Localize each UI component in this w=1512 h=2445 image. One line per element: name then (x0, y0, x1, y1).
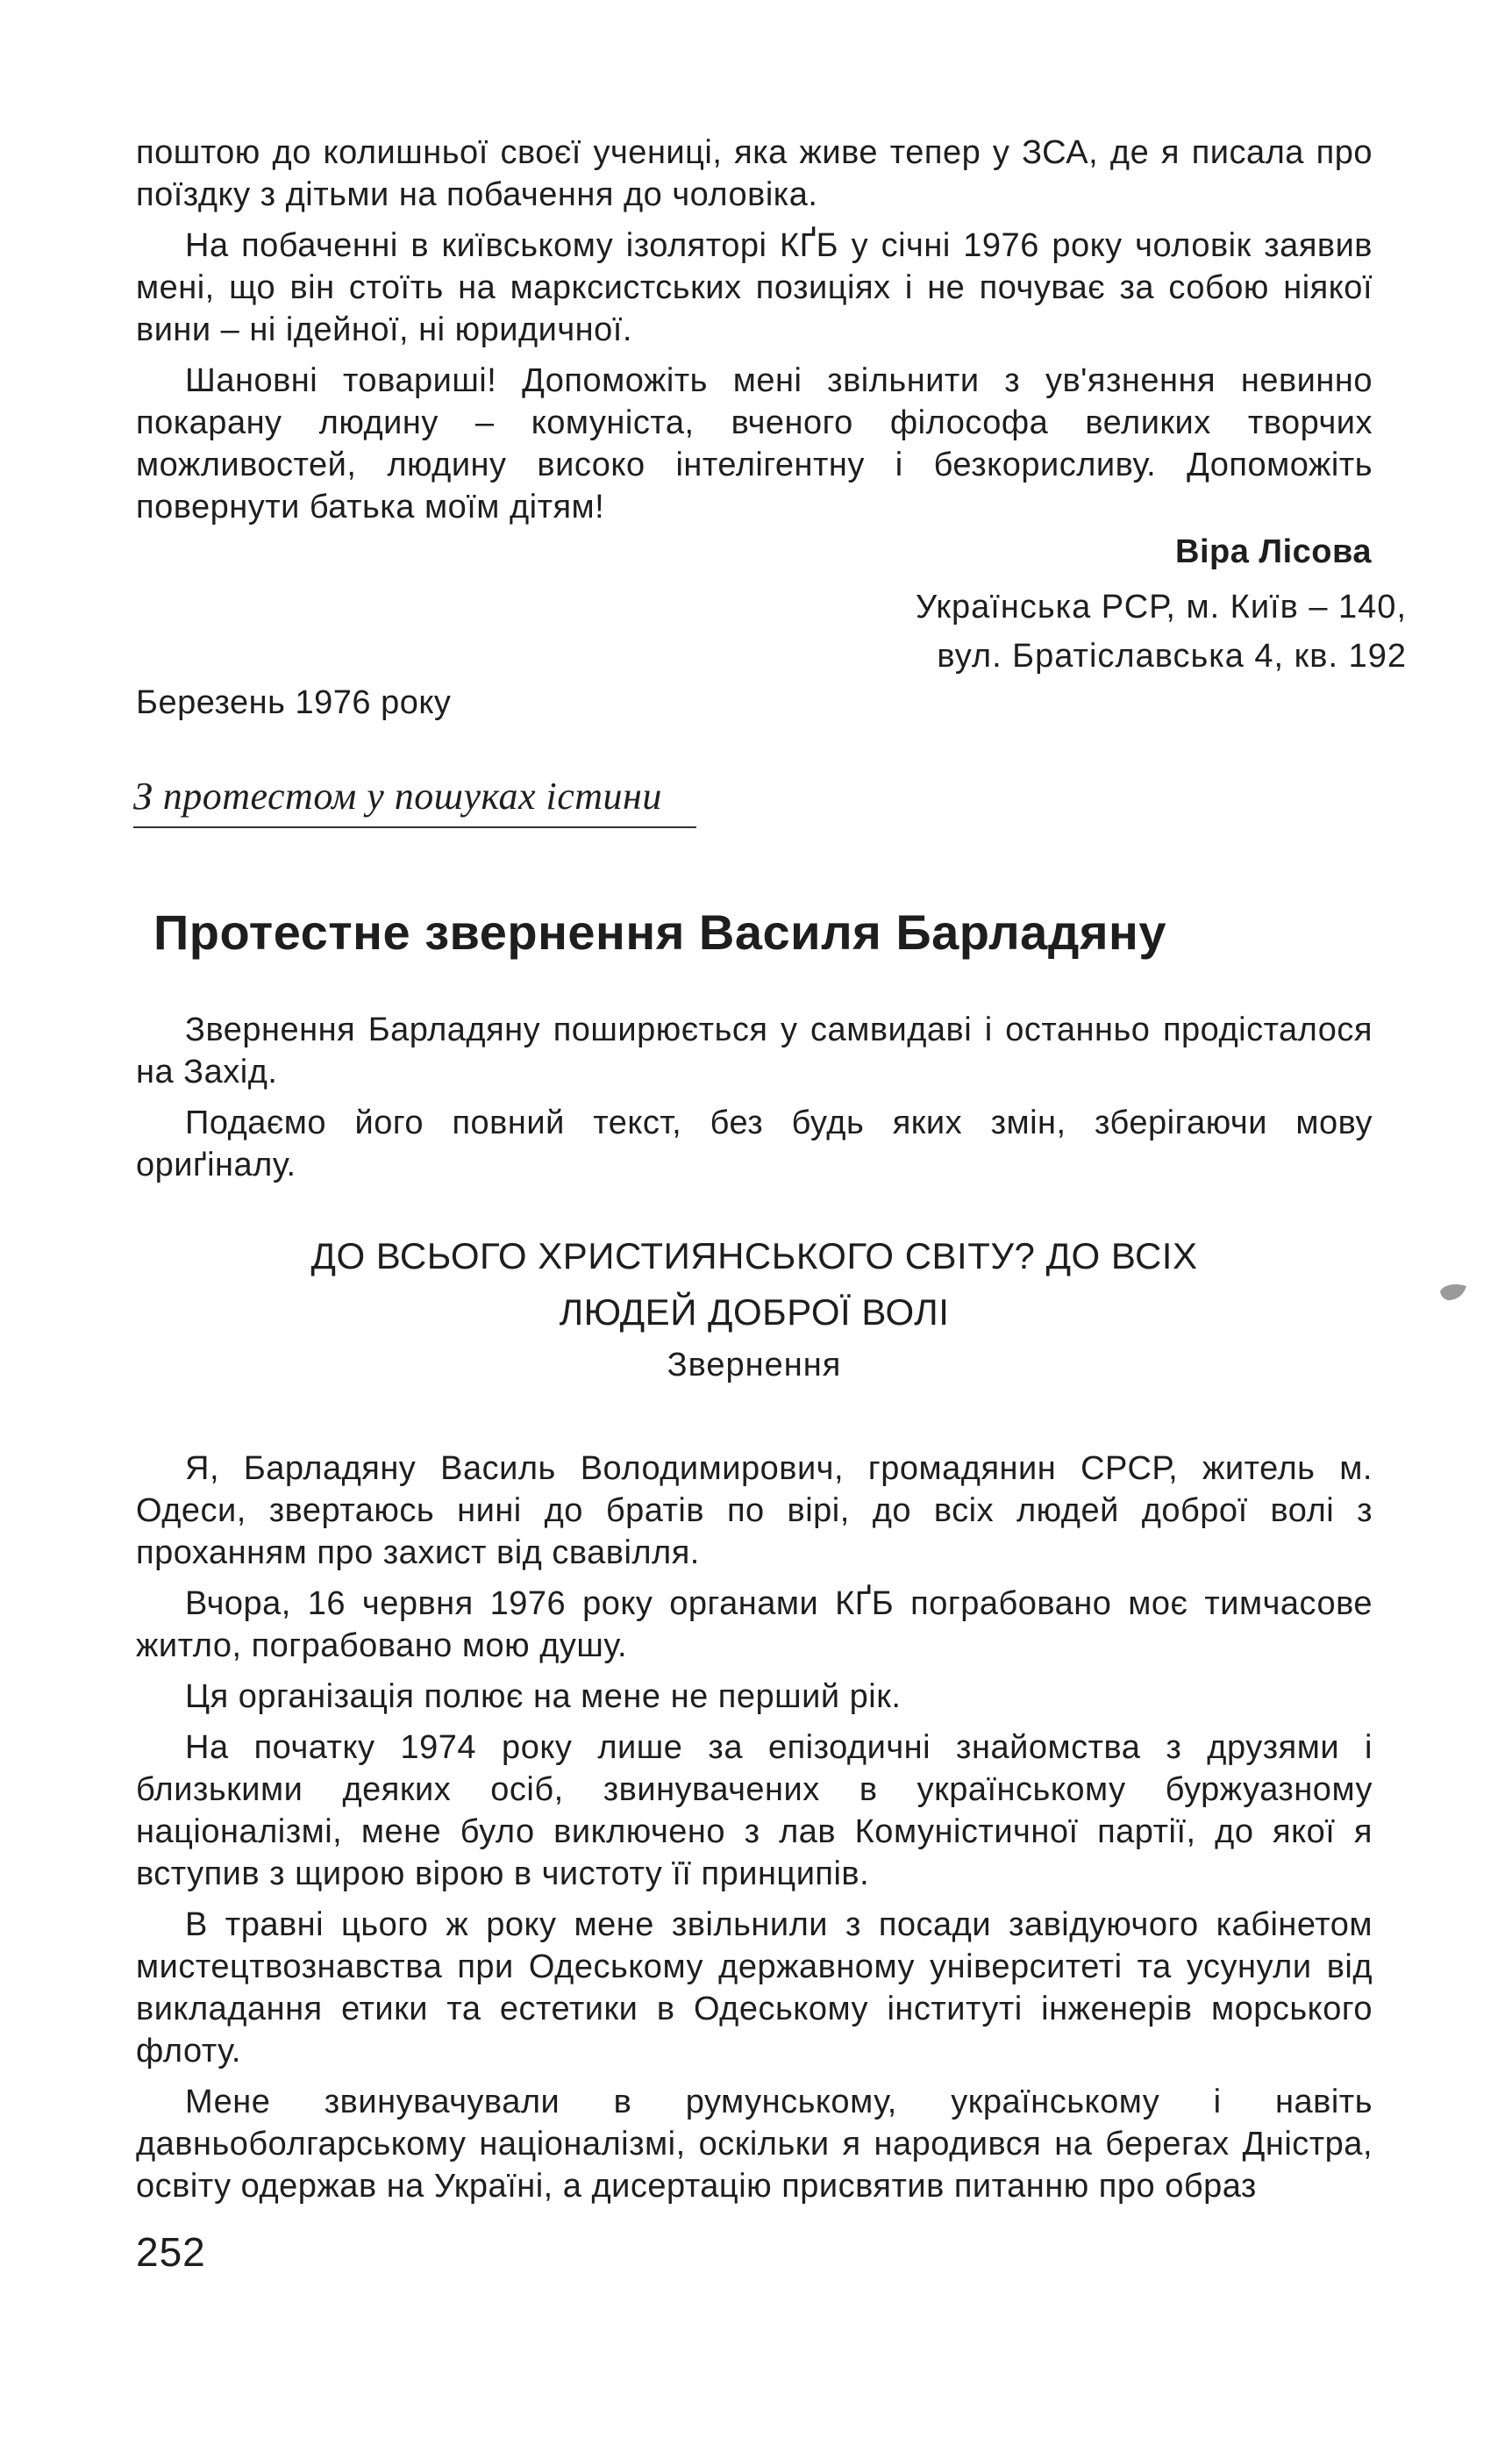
appeal-title-line: ЛЮДЕЙ ДОБРОЇ ВОЛІ (559, 1291, 950, 1333)
body-paragraph: На початку 1974 року лише за епізодичні знайомства з друзями і близькими деяких осіб, звинувачених в українському буржуазному націоналізмі, мене було виключено з лав Комуністичної партії, до якої я вступив з щирою вірою в чистоту її принципів. (136, 1729, 1373, 1892)
ink-speck-mark (1438, 1283, 1468, 1302)
address-line: Українська РСР, м. Київ – 140, (915, 589, 1407, 626)
appeal-title-line: ДО ВСЬОГО ХРИСТИЯНСЬКОГО СВІТУ? ДО ВСІХ (310, 1235, 1198, 1276)
body-paragraph: Ця організація полює на мене не перший рік. (185, 1678, 902, 1715)
article-intro (136, 1009, 1373, 1186)
article-headline: Протестне звернення Василя Барладяну (153, 904, 1167, 960)
signature-name: Віра Лісова (1175, 533, 1372, 570)
body-paragraph: В травні цього ж року мене звільнили з посади завідуючого кабінетом мистецтвознавства при Одеському державному університеті та усунули від викладання етики та естетики в Одеському інституті інженерів морського флоту. (136, 1906, 1373, 2070)
letter-paragraph: Шановні товариші! Допоможіть мені звільнити з ув'язнення невинно покарану людину – комуніста, вченого філософа великих творчих можливостей, людину високо інтелігентну і безкорисливу. Допоможіть повернути батька моїм дітям! (136, 362, 1373, 525)
appeal-body (136, 1448, 1373, 2207)
letter-date: Березень 1976 року (136, 684, 452, 721)
intro-paragraph: Звернення Барладяну поширюється у самвидаві і останньо продісталося на Захід. (136, 1012, 1373, 1090)
appeal-title (136, 1228, 1373, 1340)
section-divider (133, 826, 696, 828)
section-label: З протестом у пошуках істини (133, 775, 662, 818)
page-number: 252 (136, 2229, 206, 2275)
letter-body (136, 132, 1373, 528)
intro-paragraph: Подаємо його повний текст, без будь яких змін, зберігаючи мову ориґіналу. (136, 1105, 1373, 1183)
body-paragraph: Я, Барладяну Василь Володимирович, громадянин СРСР, житель м. Одеси, звертаюсь нині до братів по вірі, до всіх людей доброї волі з проханням про захист від свавілля. (136, 1450, 1373, 1571)
sender-address (916, 583, 1407, 681)
letter-paragraph: поштою до колишньої своєї учениці, яка живе тепер у ЗСА, де я писала про поїздку з дітьми на побачення до чоловіка. (136, 134, 1373, 213)
appeal-subtitle: Звернення (667, 1347, 842, 1383)
body-paragraph: Мене звинувачували в румунському, українському і навіть давньоболгарському націоналізмі, оскільки я народився на берегах Дністра, освіту одержав на Україні, а дисертацію присвятив питанню про образ (136, 2084, 1373, 2205)
body-paragraph: Вчора, 16 червня 1976 року органами КҐБ пограбовано моє тимчасове житло, пограбовано мою душу. (136, 1585, 1373, 1664)
address-line: вул. Братіславська 4, кв. 192 (937, 638, 1407, 675)
letter-paragraph: На побаченні в київському ізоляторі КҐБ у січні 1976 року чоловік заявив мені, що він стоїть на марксистських позиціях і не почуває за собою ніякої вини – ні ідейної, ні юридичної. (136, 227, 1373, 348)
